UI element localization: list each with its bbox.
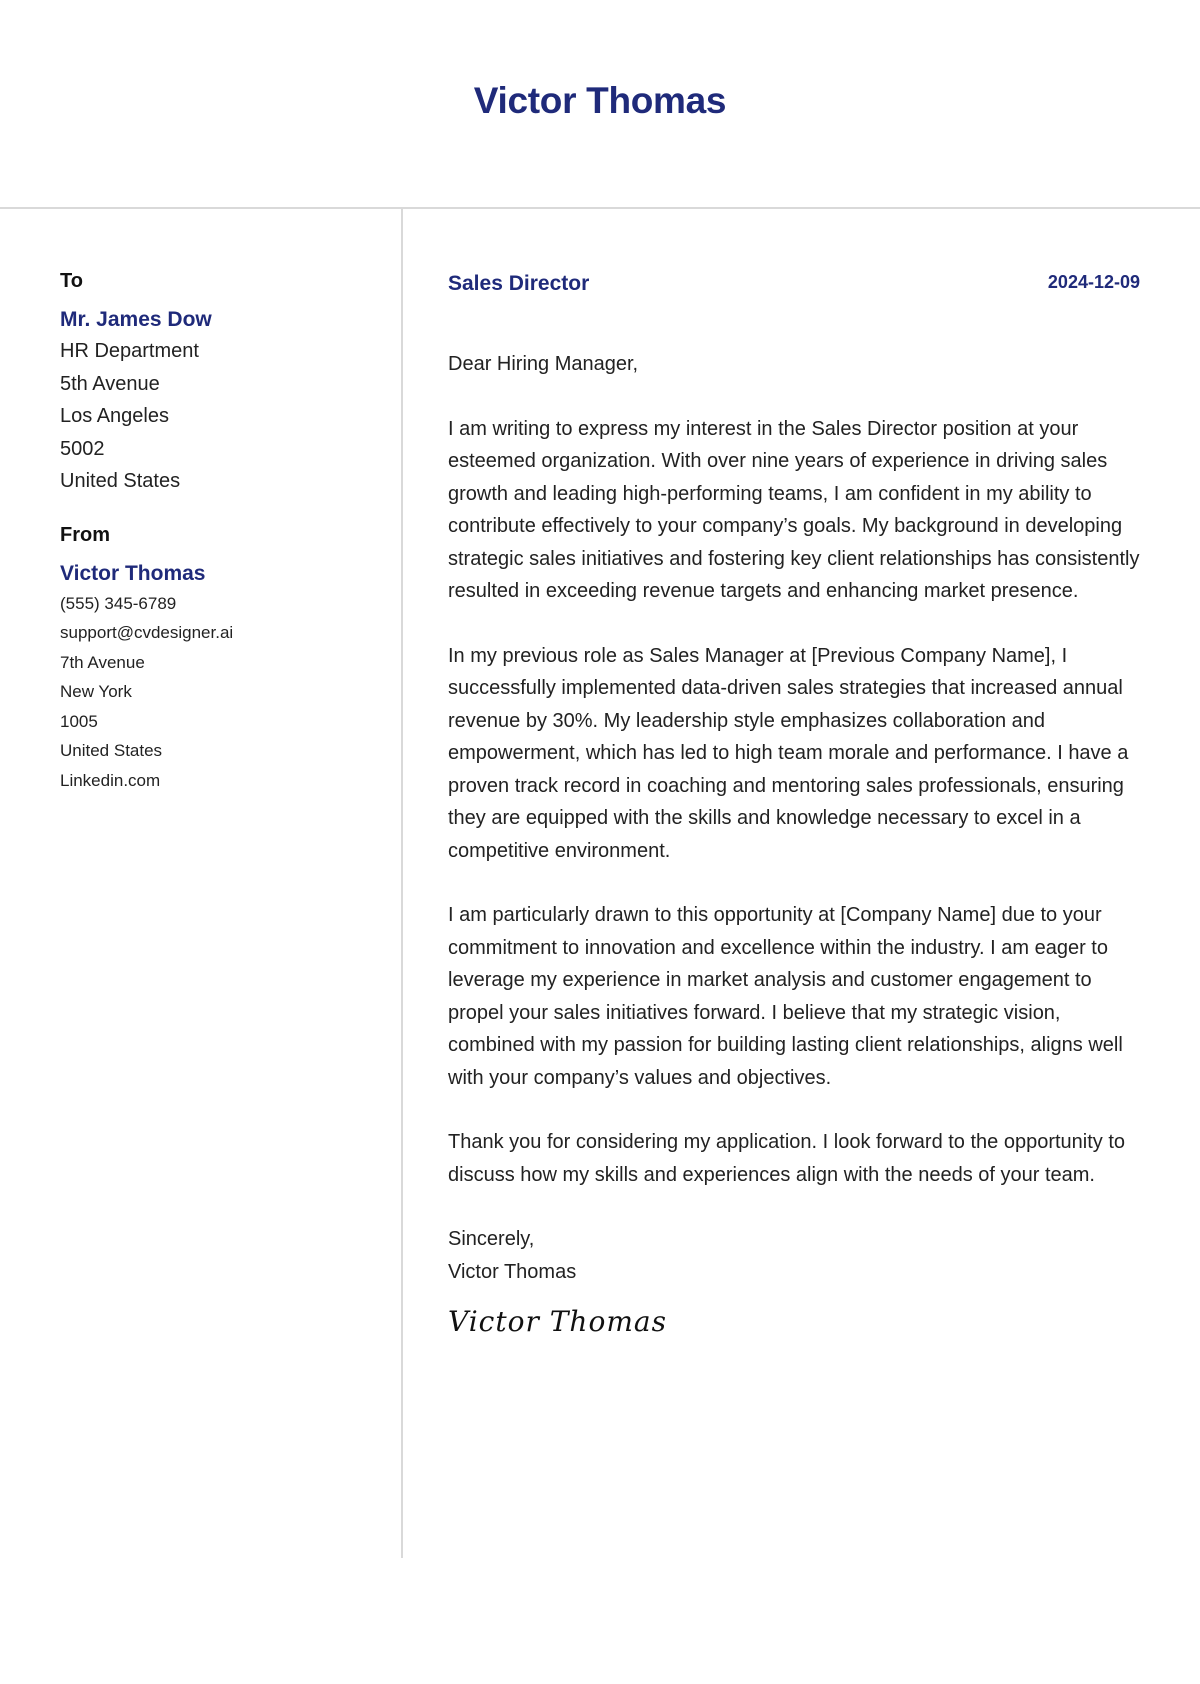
letter-date: 2024-12-09 [1047, 272, 1140, 292]
paragraph-2: In my previous role as Sales Manager at [Previous Company Name], I successfully implemented data-driven sales strategies that increased annual revenue by 30%. My leadership style emphasizes collaboration and empowerment, which has led to high team morale and performance. I have a proven track record in coaching and mentoring sales professionals, ensuring they are equipped with the skills and knowledge necessary to excel in a competitive environment. [448, 644, 1129, 862]
sender-linkedin: Linkedin.com [60, 770, 161, 790]
recipient-department: HR Department [60, 340, 199, 362]
recipient-label: To [60, 270, 83, 292]
sender-street: 7th Avenue [60, 652, 145, 672]
recipient-block [60, 270, 380, 498]
salutation: Dear Hiring Manager, [448, 353, 639, 375]
paragraph-1: I am writing to express my interest in the Sales Director position at your esteemed organization. With over nine years of experience in driving sales growth and leading high-performing teams, I am confident in my ability to contribute effectively to your company’s goals. My background in developing strategic sales initiatives and fostering key client relationships has consistently resulted in exceeding revenue targets and enhancing market presence. [448, 417, 1140, 602]
recipient-street: 5th Avenue [60, 372, 160, 395]
letter-header [0, 0, 1200, 209]
recipient-postal-code: 5002 [60, 437, 105, 460]
column-divider [401, 209, 403, 1558]
sender-country: United States [60, 741, 163, 760]
closing: Sincerely, [448, 1228, 535, 1250]
letter-text [448, 348, 1140, 1339]
recipient-name: Mr. James Dow [60, 308, 212, 331]
closing-name: Victor Thomas [448, 1260, 577, 1283]
letter-body [448, 270, 1140, 1339]
sender-label: From [60, 523, 110, 546]
job-title: Sales Director [448, 272, 590, 295]
letter-meta [448, 270, 1140, 310]
sender-postal-code: 1005 [60, 711, 98, 731]
paragraph-3: I am particularly drawn to this opportunity at [Company Name] due to your commitment to innovation and excellence within the industry. I am eager to leverage my experience in market analysis and customer engagement to propel your sales initiatives forward. I believe that my strategic vision, combined with my passion for building lasting client relationships, aligns well with your company’s values and objectives. [448, 904, 1123, 1089]
sender-name: Victor Thomas [60, 561, 206, 585]
handwritten-signature: Victor Thomas [448, 1305, 667, 1338]
sender-city: New York [60, 682, 132, 701]
paragraph-4: Thank you for considering my application. I look forward to the opportunity to discuss how my skills and experiences align with the needs of your team. [448, 1131, 1126, 1186]
sender-block [60, 524, 380, 796]
sender-email: support@cvdesigner.ai [60, 623, 234, 642]
recipient-city: Los Angeles [60, 405, 169, 427]
sender-phone: (555) 345-6789 [60, 593, 177, 613]
applicant-name: Victor Thomas [473, 80, 727, 121]
address-sidebar [60, 270, 380, 795]
recipient-country: United States [60, 470, 181, 492]
